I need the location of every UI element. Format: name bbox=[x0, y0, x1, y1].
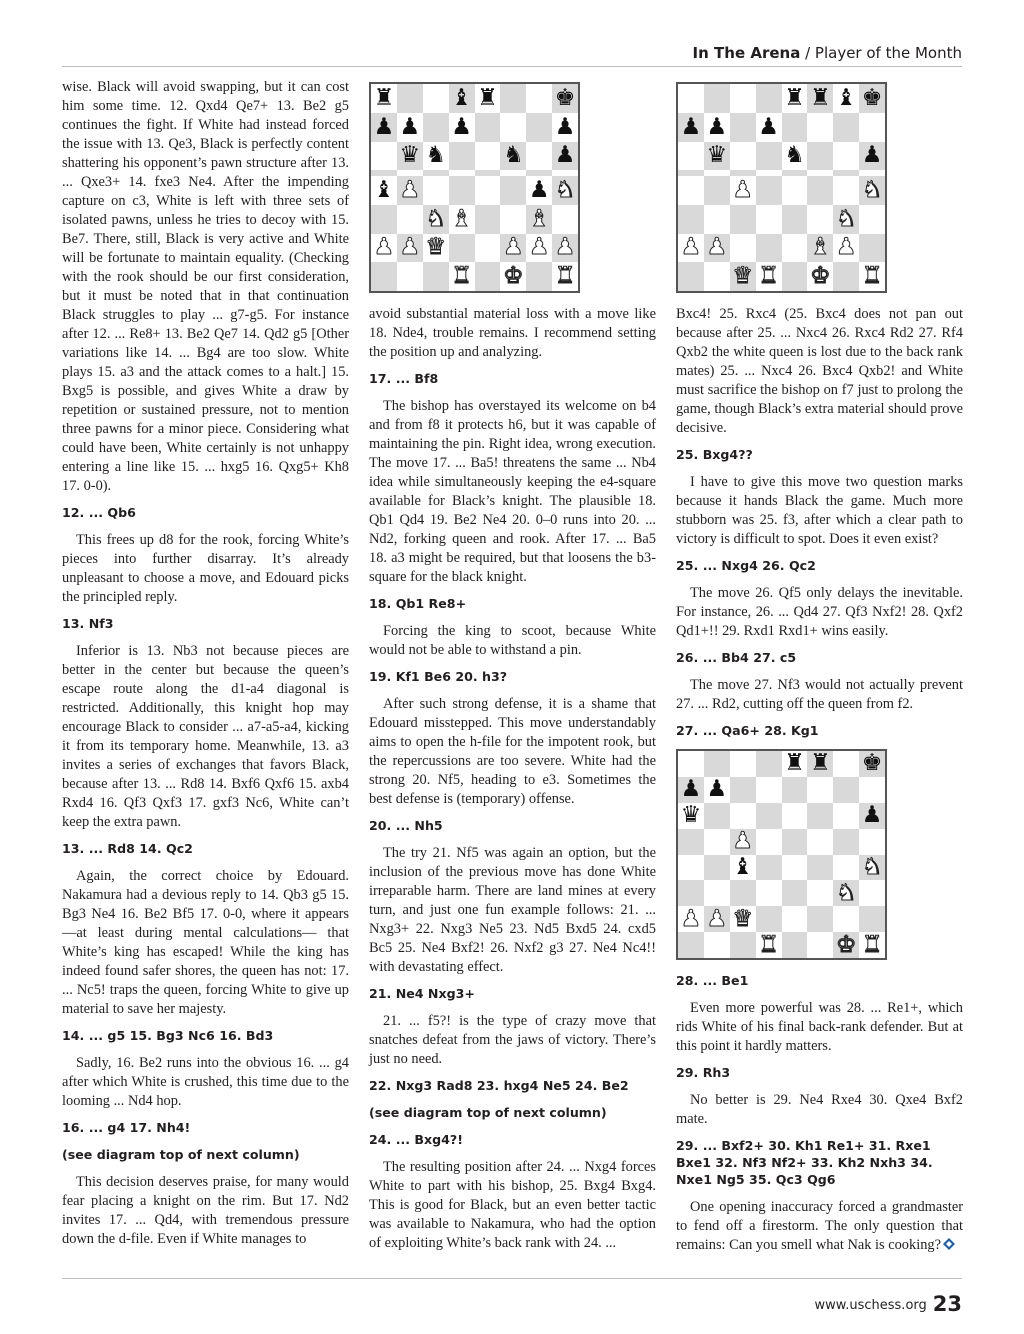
move-heading: 26. ... Bb4 27. c5 bbox=[676, 650, 797, 665]
board-square bbox=[807, 142, 833, 171]
white-pawn-icon: ♟ bbox=[678, 234, 704, 263]
white-rook-icon: ♜ bbox=[449, 262, 475, 291]
black-rook-icon: ♜ bbox=[782, 751, 808, 777]
white-knight-icon: ♞ bbox=[833, 880, 859, 906]
white-pawn-icon: ♟ bbox=[730, 829, 756, 855]
move-heading: 14. ... g5 15. Bg3 Nc6 16. Bd3 bbox=[62, 1028, 274, 1043]
board-square bbox=[704, 205, 730, 234]
board-square bbox=[859, 205, 885, 234]
board-square bbox=[397, 262, 423, 291]
black-knight-icon: ♞ bbox=[500, 142, 526, 171]
footer bbox=[815, 1292, 962, 1316]
board-square bbox=[807, 205, 833, 234]
move-heading: 13. ... Rd8 14. Qc2 bbox=[62, 841, 193, 856]
board-square bbox=[423, 262, 449, 291]
board-square bbox=[833, 906, 859, 932]
white-rook-icon: ♜ bbox=[756, 262, 782, 291]
board-square bbox=[730, 142, 756, 171]
white-rook-icon: ♜ bbox=[552, 262, 578, 291]
black-pawn-icon: ♟ bbox=[552, 113, 578, 142]
board-square bbox=[526, 142, 552, 171]
board-square bbox=[756, 205, 782, 234]
move-heading: 27. ... Qa6+ 28. Kg1 bbox=[676, 723, 819, 738]
paragraph: I have to give this move two question marks because it hands Black the game. Much more stubborn was 25. f3, after which a clear path to victory is difficult to spot. Does it even exist? bbox=[676, 474, 963, 547]
board-square bbox=[678, 751, 704, 777]
paragraph: The resulting position after 24. ... Nxg4 forces White to part with his bishop, 25. Bxg4 Bxg4. This is good for Black, but an even better tactic was available to Nakamura, who had the option of exploiting White’s back rank with 24. ... bbox=[369, 1159, 656, 1251]
board-square bbox=[782, 803, 808, 829]
board-square bbox=[756, 234, 782, 263]
white-pawn-icon: ♟ bbox=[500, 234, 526, 263]
board-square bbox=[782, 855, 808, 881]
move-heading: 17. ... Bf8 bbox=[369, 371, 439, 386]
move-heading: 21. Ne4 Nxg3+ bbox=[369, 986, 475, 1001]
paragraph: Sadly, 16. Be2 runs into the obvious 16. ... g4 after which White is crushed, this time due to the looming ... Nd4 hop. bbox=[62, 1055, 349, 1109]
black-pawn-icon: ♟ bbox=[552, 142, 578, 171]
white-king-icon: ♚ bbox=[807, 262, 833, 291]
board-square bbox=[500, 205, 526, 234]
board-square bbox=[859, 777, 885, 803]
white-rook-icon: ♜ bbox=[859, 932, 885, 958]
board-square bbox=[526, 262, 552, 291]
board-square bbox=[704, 751, 730, 777]
board-square bbox=[833, 176, 859, 205]
white-knight-icon: ♞ bbox=[423, 205, 449, 234]
board-square bbox=[807, 855, 833, 881]
paragraph: Inferior is 13. Nb3 not because pieces are better in the center but because the queen’s escape route along the d1-a4 diagonal is restricted. Additionally, this knight hop may encourage Black to consider ... a7-a5-a4, kicking it from its temporary home. Meanwhile, 13. a3 invites a series of exchanges that favors Black, because after 13. ... Rd8 14. Bxf6 Qxf6 15. axb4 Rxd4 16. Qf3 Qxf3 17. gxf3 Nc6, White can’t keep the extra pawn. bbox=[62, 643, 349, 830]
black-pawn-icon: ♟ bbox=[371, 113, 397, 142]
diagram-note: (see diagram top of next column) bbox=[369, 1105, 607, 1120]
move-heading: 25. ... Nxg4 26. Qc2 bbox=[676, 558, 816, 573]
board-square bbox=[782, 829, 808, 855]
footer-rule bbox=[62, 1278, 962, 1279]
board-square bbox=[833, 777, 859, 803]
board-square bbox=[500, 113, 526, 142]
paragraph: The bishop has overstayed its welcome on b4 and from f8 it protects h6, but it was capable of maintaining the pin. Right idea, wrong execution. The move 17. ... Ba5! threatens the same ... Nb4 idea while simultaneously keeping the e4-square available for Black’s knight. The plausible 18. Qb1 Qd4 19. Be2 Ne4 20. 0–0 runs into 20. ... Nd2, forking queen and rook. After 17. ... Ba5 18. a3 might be required, but that loosens the b3-square for the black knight. bbox=[369, 398, 656, 585]
chess-diagram bbox=[676, 82, 887, 293]
running-header bbox=[693, 44, 962, 62]
board-square bbox=[833, 142, 859, 171]
board-square bbox=[756, 84, 782, 113]
paragraph: Bxc4! 25. Rxc4 (25. Bxc4 does not pan out because after 25. ... Nxc4 26. Rxc4 Rd2 27. Rf4 Qxb2 the white queen is lost due to the back rank mates) 25. ... Nxc4 26. Bxc4 Qxb2! and White must sacrifice the bishop on f7 just to prolong the game, though Black’s extra material should prove decisive. bbox=[676, 306, 963, 436]
board-square bbox=[730, 205, 756, 234]
board-square bbox=[782, 262, 808, 291]
white-queen-icon: ♛ bbox=[423, 234, 449, 263]
board-square bbox=[807, 829, 833, 855]
board-square bbox=[730, 113, 756, 142]
move-heading: 13. Nf3 bbox=[62, 616, 114, 631]
black-king-icon: ♚ bbox=[552, 84, 578, 113]
black-rook-icon: ♜ bbox=[807, 84, 833, 113]
black-bishop-icon: ♝ bbox=[449, 84, 475, 113]
black-king-icon: ♚ bbox=[859, 751, 885, 777]
move-heading: 20. ... Nh5 bbox=[369, 818, 443, 833]
board-square bbox=[449, 234, 475, 263]
header-separator: / bbox=[800, 44, 815, 62]
white-knight-icon: ♞ bbox=[552, 176, 578, 205]
white-pawn-icon: ♟ bbox=[552, 234, 578, 263]
board-square bbox=[678, 142, 704, 171]
board-square bbox=[704, 84, 730, 113]
paragraph: 21. ... f5?! is the type of crazy move that snatches defeat from the jaws of victory. There’s just no need. bbox=[369, 1013, 656, 1067]
board-square bbox=[500, 84, 526, 113]
closing-text: One opening inaccuracy forced a grandmaster to fend off a firestorm. The only question that remains: Can you smell what Nak is cooking? bbox=[676, 1199, 963, 1253]
black-bishop-icon: ♝ bbox=[371, 176, 397, 205]
board-square bbox=[807, 906, 833, 932]
board-square bbox=[782, 932, 808, 958]
white-pawn-icon: ♟ bbox=[397, 234, 423, 263]
white-knight-icon: ♞ bbox=[833, 205, 859, 234]
move-heading: 19. Kf1 Be6 20. h3? bbox=[369, 669, 508, 684]
chess-diagram bbox=[369, 82, 580, 293]
paragraph: Again, the correct choice by Edouard. Nakamura had a devious reply to 14. Qb3 g5 15. Bg3 Ne4 16. Be2 Bf5 17. 0-0, where it appears —at least during mental calculations— that White’s king has escaped! While the king has indeed found safer shores, the queen has not: 17. ... Nc5! traps the queen, forcing White to give up material to save her majesty. bbox=[62, 868, 349, 1017]
board-square bbox=[526, 113, 552, 142]
black-pawn-icon: ♟ bbox=[704, 777, 730, 803]
board-square bbox=[449, 176, 475, 205]
column-3 bbox=[676, 78, 963, 1263]
black-rook-icon: ♜ bbox=[475, 84, 501, 113]
board-square bbox=[678, 205, 704, 234]
column-1 bbox=[62, 78, 349, 1257]
board-square bbox=[678, 84, 704, 113]
black-rook-icon: ♜ bbox=[371, 84, 397, 113]
board-square bbox=[371, 205, 397, 234]
board-square bbox=[552, 205, 578, 234]
board-square bbox=[782, 113, 808, 142]
board-square bbox=[756, 176, 782, 205]
white-bishop-icon: ♝ bbox=[807, 234, 833, 263]
black-rook-icon: ♜ bbox=[782, 84, 808, 113]
board-square bbox=[423, 176, 449, 205]
white-pawn-icon: ♟ bbox=[371, 234, 397, 263]
board-square bbox=[475, 113, 501, 142]
black-rook-icon: ♜ bbox=[807, 751, 833, 777]
board-square bbox=[756, 142, 782, 171]
board-square bbox=[678, 855, 704, 881]
board-square bbox=[678, 176, 704, 205]
move-heading: 18. Qb1 Re8+ bbox=[369, 596, 467, 611]
black-pawn-icon: ♟ bbox=[756, 113, 782, 142]
board-square bbox=[782, 176, 808, 205]
white-pawn-icon: ♟ bbox=[704, 234, 730, 263]
board-square bbox=[704, 829, 730, 855]
black-pawn-icon: ♟ bbox=[397, 113, 423, 142]
board-square bbox=[756, 777, 782, 803]
board-square bbox=[704, 932, 730, 958]
diagram-note: (see diagram top of next column) bbox=[62, 1147, 300, 1162]
board-square bbox=[423, 84, 449, 113]
white-king-icon: ♚ bbox=[500, 262, 526, 291]
board-square bbox=[730, 880, 756, 906]
board-square bbox=[730, 751, 756, 777]
paragraph: The try 21. Nf5 was again an option, but the inclusion of the previous move has done White irreparable harm. There are land mines at every turn, and just one fun example follows: 21. ... Nxg3+ 22. Nxg3 Ne5 23. Nd5 Bxd5 24. cxd5 Bc5 25. Ne4 Bxf2! 26. Nxf2 g3 27. Ne4 Nc4!! with devastating effect. bbox=[369, 845, 656, 975]
paragraph: No better is 29. Ne4 Rxe4 30. Qxe4 Bxf2 mate. bbox=[676, 1092, 963, 1127]
board-square bbox=[756, 829, 782, 855]
footer-url: www.uschess.org bbox=[814, 1298, 927, 1313]
black-bishop-icon: ♝ bbox=[730, 855, 756, 881]
board-square bbox=[475, 262, 501, 291]
board-square bbox=[756, 803, 782, 829]
white-rook-icon: ♜ bbox=[756, 932, 782, 958]
board-square bbox=[833, 855, 859, 881]
board-square bbox=[678, 829, 704, 855]
black-pawn-icon: ♟ bbox=[704, 113, 730, 142]
white-bishop-icon: ♝ bbox=[449, 205, 475, 234]
white-pawn-icon: ♟ bbox=[833, 234, 859, 263]
board-square bbox=[397, 84, 423, 113]
board-square bbox=[423, 113, 449, 142]
paragraph: avoid substantial material loss with a move like 18. Nde4, trouble remains. I recommend setting the position up and analyzing. bbox=[369, 306, 656, 360]
board-square bbox=[807, 113, 833, 142]
black-pawn-icon: ♟ bbox=[859, 142, 885, 171]
board-square bbox=[859, 906, 885, 932]
board-square bbox=[833, 751, 859, 777]
board-square bbox=[678, 932, 704, 958]
black-knight-icon: ♞ bbox=[423, 142, 449, 171]
board-square bbox=[704, 176, 730, 205]
paragraph bbox=[676, 1198, 963, 1255]
board-square bbox=[730, 234, 756, 263]
board-square bbox=[807, 777, 833, 803]
board-square bbox=[475, 205, 501, 234]
board-square bbox=[678, 262, 704, 291]
black-king-icon: ♚ bbox=[859, 84, 885, 113]
paragraph: The move 27. Nf3 would not actually prevent 27. ... Rd2, cutting off the queen from f2. bbox=[676, 677, 963, 712]
move-heading: 29. ... Bxf2+ 30. Kh1 Re1+ 31. Rxe1 Bxe1 32. Nf3 Nf2+ 33. Kh2 Nxh3 34. Nxe1 Ng5 35. Qc3 Qg6 bbox=[676, 1138, 933, 1187]
uschess-logo-icon bbox=[943, 1238, 955, 1250]
board-square bbox=[704, 803, 730, 829]
board-square bbox=[833, 803, 859, 829]
black-knight-icon: ♞ bbox=[782, 142, 808, 171]
board-square bbox=[678, 880, 704, 906]
board-square bbox=[782, 906, 808, 932]
black-pawn-icon: ♟ bbox=[859, 803, 885, 829]
black-queen-icon: ♛ bbox=[678, 803, 704, 829]
board-square bbox=[371, 142, 397, 171]
board-square bbox=[500, 176, 526, 205]
white-queen-icon: ♛ bbox=[730, 262, 756, 291]
white-bishop-icon: ♝ bbox=[526, 205, 552, 234]
board-square bbox=[730, 777, 756, 803]
section-title: In The Arena bbox=[692, 44, 801, 62]
move-heading: 22. Nxg3 Rad8 23. hxg4 Ne5 24. Be2 bbox=[369, 1078, 629, 1093]
board-square bbox=[730, 803, 756, 829]
black-queen-icon: ♛ bbox=[397, 142, 423, 171]
board-square bbox=[782, 880, 808, 906]
board-square bbox=[833, 262, 859, 291]
section-subtitle: Player of the Month bbox=[814, 44, 962, 62]
page-number: 23 bbox=[932, 1292, 962, 1316]
white-pawn-icon: ♟ bbox=[397, 176, 423, 205]
paragraph: After such strong defense, it is a shame that Edouard misstepped. This move understandably aims to open the h-file for the impotent rook, but the repercussions are too severe. White had the strong 20. Nf5, heading to e3. Sometimes the best defense is (temporary) offense. bbox=[369, 696, 656, 807]
move-heading: 25. Bxg4?? bbox=[676, 447, 753, 462]
board-square bbox=[756, 906, 782, 932]
board-square bbox=[397, 205, 423, 234]
board-square bbox=[859, 880, 885, 906]
black-pawn-icon: ♟ bbox=[449, 113, 475, 142]
board-square bbox=[704, 880, 730, 906]
paragraph: wise. Black will avoid swapping, but it can cost him some time. 12. Qxd4 Qe7+ 13. Be2 g5 continues the fight. If White had instead forced the issue with 13. Qe3, Black is perfectly content shattering his opponent’s pawn structure after 13. ... Qxe3+ 14. fxe3 Ne4. After the impending capture on c3, White is left with three sets of isolated pawns, unless he tries to decoy with 15. Be7. There, still, Black is very active and White will be fortunate to maintain equality. (Checking with the rook should be our first consideration, but it must be noted that in that continuation Black struggles to play ... g7-g5. For instance after 12. ... Re8+ 13. Be2 Qe7 14. Qd2 g5 [Other variations like 14. ... Bg4 are too slow. White plays 15. a3 and the attack comes to a halt.] 15. Bxg5 is possible, and gives White a draw by repetition or sustained pressure, not to mention three pawns for a minor piece. Considering what could have been, White certainly is not unhappy entering a line like 15. ... hxg5 16. Qxg5+ Kh8 17. 0-0). bbox=[62, 79, 349, 494]
white-pawn-icon: ♟ bbox=[678, 906, 704, 932]
move-heading: 12. ... Qb6 bbox=[62, 505, 136, 520]
paragraph: The move 26. Qf5 only delays the inevitable. For instance, 26. ... Qd4 27. Qf3 Nxf2! 28. Qxf2 Qd1+!! 29. Rxd1 Rxd1+ wins easily. bbox=[676, 585, 963, 639]
board-square bbox=[807, 803, 833, 829]
board-square bbox=[833, 829, 859, 855]
board-square bbox=[730, 932, 756, 958]
board-square bbox=[859, 829, 885, 855]
white-pawn-icon: ♟ bbox=[704, 906, 730, 932]
board-square bbox=[807, 880, 833, 906]
board-square bbox=[704, 262, 730, 291]
white-pawn-icon: ♟ bbox=[526, 234, 552, 263]
board-square bbox=[859, 234, 885, 263]
board-square bbox=[475, 234, 501, 263]
board-square bbox=[756, 751, 782, 777]
black-pawn-icon: ♟ bbox=[678, 113, 704, 142]
black-queen-icon: ♛ bbox=[704, 142, 730, 171]
move-heading: 29. Rh3 bbox=[676, 1065, 731, 1080]
white-knight-icon: ♞ bbox=[859, 176, 885, 205]
board-square bbox=[782, 234, 808, 263]
move-heading: 24. ... Bxg4?! bbox=[369, 1132, 463, 1147]
board-square bbox=[371, 262, 397, 291]
white-rook-icon: ♜ bbox=[859, 262, 885, 291]
board-square bbox=[526, 84, 552, 113]
board-square bbox=[449, 142, 475, 171]
chess-diagram bbox=[676, 749, 887, 960]
black-pawn-icon: ♟ bbox=[526, 176, 552, 205]
board-square bbox=[859, 113, 885, 142]
board-square bbox=[782, 777, 808, 803]
board-square bbox=[756, 855, 782, 881]
header-rule bbox=[62, 66, 962, 67]
paragraph: This decision deserves praise, for many would fear placing a knight on the rim. But 17. Nd2 invites 17. ... Qd4, with tremendous pressure down the d-file. Even if White manages to bbox=[62, 1174, 349, 1247]
board-square bbox=[704, 855, 730, 881]
paragraph: Even more powerful was 28. ... Re1+, which rids White of his final back-rank defender. But at this point it hardly matters. bbox=[676, 1000, 963, 1054]
move-heading: 28. ... Be1 bbox=[676, 973, 749, 988]
board-square bbox=[807, 932, 833, 958]
white-pawn-icon: ♟ bbox=[730, 176, 756, 205]
board-square bbox=[475, 176, 501, 205]
black-bishop-icon: ♝ bbox=[833, 84, 859, 113]
board-square bbox=[730, 84, 756, 113]
board-square bbox=[833, 113, 859, 142]
board-square bbox=[475, 142, 501, 171]
column-2 bbox=[369, 78, 656, 1261]
board-square bbox=[782, 205, 808, 234]
paragraph: This frees up d8 for the rook, forcing White’s pieces into further disarray. It’s already unpleasant to choose a move, and Edouard picks the principled reply. bbox=[62, 532, 349, 605]
board-square bbox=[756, 880, 782, 906]
white-king-icon: ♚ bbox=[833, 932, 859, 958]
paragraph: Forcing the king to scoot, because White would not be able to withstand a pin. bbox=[369, 623, 656, 658]
move-heading: 16. ... g4 17. Nh4! bbox=[62, 1120, 191, 1135]
board-square bbox=[807, 176, 833, 205]
white-knight-icon: ♞ bbox=[859, 855, 885, 881]
white-queen-icon: ♛ bbox=[730, 906, 756, 932]
black-pawn-icon: ♟ bbox=[678, 777, 704, 803]
